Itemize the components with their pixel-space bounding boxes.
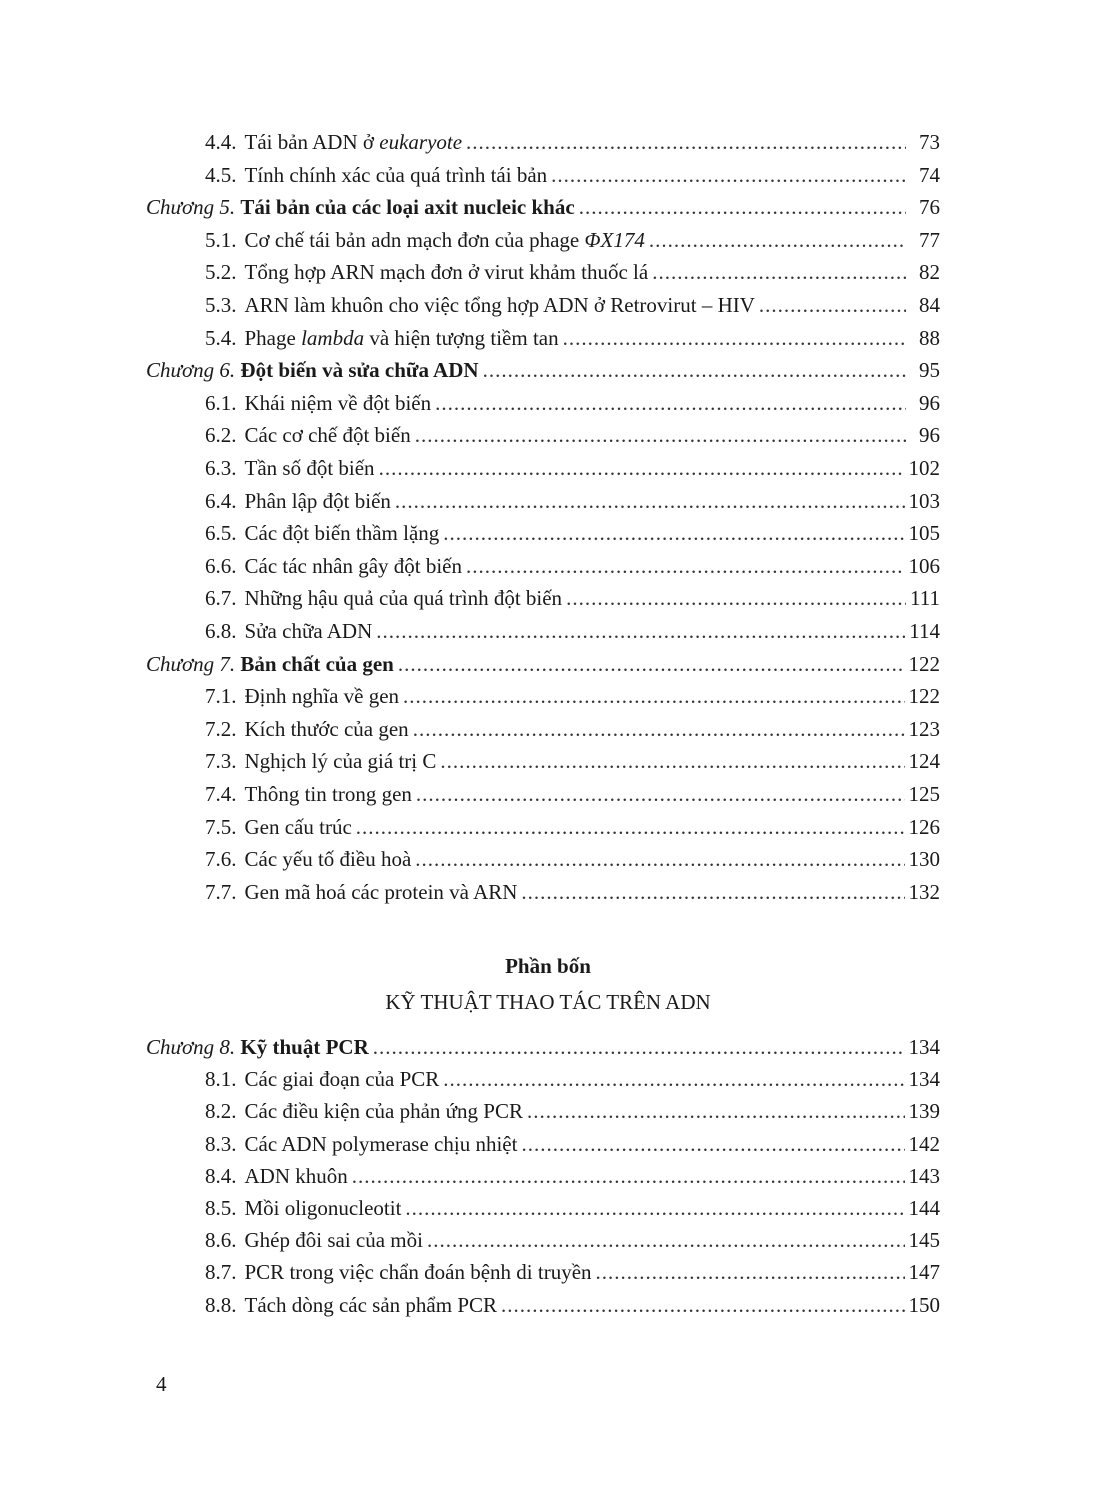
section-number: 7.5. bbox=[205, 814, 237, 839]
section-number: 8.3. bbox=[205, 1131, 237, 1156]
toc-section-row bbox=[205, 584, 940, 612]
section-title: Sửa chữa ADN bbox=[244, 619, 373, 643]
toc-entry-label bbox=[205, 128, 462, 156]
section-title: Tái bản ADN ở bbox=[244, 130, 380, 154]
dot-leader bbox=[440, 747, 904, 775]
section-number: 4.5. bbox=[205, 162, 237, 187]
dot-leader bbox=[649, 226, 906, 254]
toc-entry-label bbox=[205, 552, 462, 580]
toc-section-row bbox=[205, 780, 940, 808]
dot-leader bbox=[443, 519, 904, 547]
section-title: Thông tin trong gen bbox=[244, 782, 412, 806]
section-number: 7.1. bbox=[205, 684, 237, 709]
section-title: Các tác nhân gây đột biến bbox=[244, 553, 463, 578]
section-title-italic: lambda bbox=[301, 325, 365, 350]
page-ref: 142 bbox=[908, 1131, 940, 1156]
toc-section-row bbox=[205, 1097, 940, 1125]
toc-entry-label bbox=[146, 1033, 369, 1061]
toc-entry-label bbox=[205, 878, 517, 906]
toc-section-row bbox=[205, 1194, 940, 1222]
toc-entry-label bbox=[205, 1291, 497, 1319]
section-number: 6.5. bbox=[205, 521, 237, 546]
page-ref: 73 bbox=[919, 130, 940, 154]
toc-section-row bbox=[205, 845, 940, 873]
section-number: 8.7. bbox=[205, 1260, 237, 1285]
toc-section-row bbox=[205, 878, 940, 906]
dot-leader bbox=[356, 813, 905, 841]
toc-section-row bbox=[205, 421, 940, 449]
toc-entry-label bbox=[205, 845, 411, 873]
page-ref: 105 bbox=[908, 521, 940, 546]
toc-section-row bbox=[205, 258, 940, 286]
section-number: 6.7. bbox=[205, 586, 237, 611]
chapter-number: Chương 7. bbox=[146, 651, 236, 676]
section-title: Tính chính xác của quá trình tái bản bbox=[244, 162, 548, 187]
toc-entry-label bbox=[205, 715, 409, 743]
toc-entry-label bbox=[205, 1097, 523, 1125]
section-title: Các giai đoạn của PCR bbox=[244, 1067, 440, 1092]
section-number: 6.2. bbox=[205, 423, 237, 448]
toc-section-row bbox=[205, 324, 940, 352]
toc-entry-label bbox=[205, 1226, 423, 1254]
section-title: Nghịch lý của giá trị C bbox=[244, 749, 437, 774]
chapter-number: Chương 8. bbox=[146, 1035, 236, 1059]
section-number: 7.4. bbox=[205, 782, 237, 806]
chapter-number: Chương 5. bbox=[146, 195, 236, 220]
toc-section-row bbox=[205, 1065, 940, 1093]
dot-leader bbox=[395, 487, 905, 515]
dot-leader bbox=[376, 617, 905, 645]
toc-entry-label bbox=[146, 356, 479, 384]
toc-entry-label bbox=[205, 780, 412, 808]
page-ref: 96 bbox=[919, 390, 940, 415]
dot-leader bbox=[415, 421, 906, 449]
toc-entry-label bbox=[205, 291, 755, 319]
chapter-number: Chương 6. bbox=[146, 358, 236, 383]
page-ref: 122 bbox=[908, 651, 940, 676]
section-title: Những hậu quả của quá trình đột biến bbox=[244, 586, 563, 611]
section-title: Các ADN polymerase chịu nhiệt bbox=[244, 1131, 518, 1156]
toc-entry-label bbox=[205, 1194, 401, 1222]
section-number: 8.6. bbox=[205, 1228, 237, 1253]
section-number: 5.1. bbox=[205, 227, 237, 252]
dot-leader bbox=[521, 1130, 904, 1158]
page-ref: 77 bbox=[919, 227, 940, 252]
page-ref: 76 bbox=[919, 195, 940, 220]
section-title: Các cơ chế đột biến bbox=[244, 423, 411, 448]
section-title: Tách dòng các sản phẩm PCR bbox=[244, 1292, 498, 1317]
page-ref: 143 bbox=[908, 1163, 940, 1188]
page-ref: 144 bbox=[908, 1196, 940, 1220]
section-title: PCR trong việc chẩn đoán bệnh di truyền bbox=[244, 1260, 592, 1285]
page-ref: 145 bbox=[908, 1228, 940, 1253]
dot-leader bbox=[466, 552, 904, 580]
dot-leader bbox=[759, 291, 906, 319]
toc-section-row bbox=[205, 682, 940, 710]
page-ref: 150 bbox=[908, 1292, 940, 1317]
toc-section-row bbox=[205, 1258, 940, 1286]
section-title: Cơ chế tái bản adn mạch đơn của phage bbox=[244, 227, 585, 252]
toc-entry-label bbox=[205, 747, 436, 775]
page-ref: 123 bbox=[908, 716, 940, 741]
dot-leader bbox=[352, 1162, 905, 1190]
toc-chapter-row bbox=[146, 356, 940, 384]
section-number: 7.7. bbox=[205, 879, 237, 904]
section-number: 5.2. bbox=[205, 260, 237, 285]
toc-section-row bbox=[205, 617, 940, 645]
toc-entry-label bbox=[205, 161, 547, 189]
toc-entry-label bbox=[205, 226, 645, 254]
dot-leader bbox=[652, 258, 906, 286]
chapter-title: Tái bản của các loại axit nucleic khác bbox=[240, 195, 575, 220]
toc-section-row bbox=[205, 487, 940, 515]
toc-section-row bbox=[205, 291, 940, 319]
section-number: 8.5. bbox=[205, 1196, 237, 1220]
section-title: Các yếu tố điều hoà bbox=[244, 847, 412, 872]
part-subtitle: KỸ THUẬT THAO TÁC TRÊN ADN bbox=[385, 990, 711, 1014]
toc-section-row bbox=[205, 389, 940, 417]
dot-leader bbox=[405, 1194, 904, 1222]
toc-chapter-row bbox=[146, 193, 940, 221]
toc-entry-label bbox=[205, 487, 391, 515]
toc-entry-label bbox=[205, 1130, 517, 1158]
section-title: Khái niệm về đột biến bbox=[244, 390, 432, 415]
page-ref: 130 bbox=[908, 847, 940, 872]
dot-leader bbox=[501, 1291, 904, 1319]
page-ref: 126 bbox=[908, 814, 940, 839]
dot-leader bbox=[403, 682, 904, 710]
dot-leader bbox=[413, 715, 905, 743]
toc-entry-label bbox=[205, 1065, 439, 1093]
section-number: 8.2. bbox=[205, 1099, 237, 1124]
section-title: Phage bbox=[244, 325, 302, 350]
section-number: 5.3. bbox=[205, 293, 237, 317]
section-title: Gen cấu trúc bbox=[244, 814, 352, 839]
dot-leader bbox=[466, 128, 906, 156]
dot-leader bbox=[483, 356, 906, 384]
section-number: 8.1. bbox=[205, 1067, 237, 1092]
section-title: Các đột biến thầm lặng bbox=[244, 521, 440, 546]
page-ref: 106 bbox=[908, 553, 940, 578]
section-number: 5.4. bbox=[205, 325, 237, 350]
dot-leader bbox=[443, 1065, 904, 1093]
page-ref: 114 bbox=[909, 619, 940, 643]
page-number: 4 bbox=[156, 1372, 167, 1396]
page-ref: 125 bbox=[908, 782, 940, 806]
section-title: Phân lập đột biến bbox=[244, 488, 391, 513]
dot-leader bbox=[415, 845, 904, 873]
toc-entry-label bbox=[205, 519, 439, 547]
toc-section-row bbox=[205, 1226, 940, 1254]
dot-leader bbox=[527, 1097, 905, 1125]
toc-section-row bbox=[205, 1130, 940, 1158]
toc-entry-label bbox=[205, 1162, 348, 1190]
section-number: 7.2. bbox=[205, 716, 237, 741]
section-number: 6.1. bbox=[205, 390, 237, 415]
section-title: Ghép đôi sai của mồi bbox=[244, 1228, 423, 1253]
page-ref: 103 bbox=[908, 488, 940, 513]
toc-section-row bbox=[205, 552, 940, 580]
toc-entry-label bbox=[205, 584, 562, 612]
section-number: 6.6. bbox=[205, 553, 237, 578]
page-ref: 84 bbox=[919, 293, 940, 317]
toc-section-row bbox=[205, 519, 940, 547]
toc-section-row bbox=[205, 226, 940, 254]
dot-leader bbox=[563, 324, 906, 352]
chapter-title: Đột biến và sửa chữa ADN bbox=[240, 358, 479, 383]
toc-section-row bbox=[205, 128, 940, 156]
section-title-italic: eukaryote bbox=[379, 130, 463, 154]
chapter-title: Kỹ thuật PCR bbox=[240, 1035, 369, 1059]
section-number: 4.4. bbox=[205, 130, 237, 154]
toc-entry-label bbox=[205, 421, 411, 449]
section-number: 7.3. bbox=[205, 749, 237, 774]
page-ref: 139 bbox=[908, 1099, 940, 1124]
toc-entry-label bbox=[205, 454, 375, 482]
dot-leader bbox=[596, 1258, 905, 1286]
page-ref: 88 bbox=[919, 325, 940, 350]
section-title: ADN khuôn bbox=[244, 1163, 348, 1188]
toc-section-row bbox=[205, 1162, 940, 1190]
dot-leader bbox=[521, 878, 904, 906]
section-number: 8.4. bbox=[205, 1163, 237, 1188]
page-ref: 122 bbox=[908, 684, 940, 709]
toc-entry-label bbox=[205, 1258, 592, 1286]
toc-chapter-row bbox=[146, 1033, 940, 1061]
page-ref: 134 bbox=[908, 1067, 940, 1092]
toc-section-row bbox=[205, 1291, 940, 1319]
dot-leader bbox=[435, 389, 906, 417]
toc-entry-label bbox=[205, 324, 559, 352]
toc-entry-label bbox=[146, 650, 394, 678]
toc-entry-label bbox=[205, 617, 372, 645]
page-ref: 95 bbox=[919, 358, 940, 383]
page-ref: 124 bbox=[908, 749, 940, 774]
page-ref: 96 bbox=[919, 423, 940, 448]
toc-entry-label bbox=[205, 813, 352, 841]
toc-section-row bbox=[205, 715, 940, 743]
page-ref: 111 bbox=[910, 586, 940, 611]
page-ref: 102 bbox=[908, 456, 940, 480]
dot-leader bbox=[579, 193, 906, 221]
dot-leader bbox=[427, 1226, 905, 1254]
toc-entry-label bbox=[205, 389, 431, 417]
page-ref: 147 bbox=[908, 1260, 940, 1285]
toc-entry-label bbox=[146, 193, 575, 221]
section-title: Gen mã hoá các protein và ARN bbox=[244, 879, 518, 904]
toc-chapter-row bbox=[146, 650, 940, 678]
section-title: Mồi oligonucleotit bbox=[244, 1196, 402, 1220]
part-title: Phần bốn bbox=[505, 954, 591, 978]
section-title: ARN làm khuôn cho việc tổng hợp ADN ở Retrovirut – HIV bbox=[244, 293, 755, 317]
toc-entry-label bbox=[205, 258, 648, 286]
section-title: Định nghĩa về gen bbox=[244, 684, 400, 709]
toc-section-row bbox=[205, 813, 940, 841]
section-title: Tần số đột biến bbox=[244, 456, 375, 480]
page-ref: 74 bbox=[919, 162, 940, 187]
dot-leader bbox=[566, 584, 906, 612]
section-title: Kích thước của gen bbox=[244, 716, 409, 741]
dot-leader bbox=[379, 454, 905, 482]
toc-section-row bbox=[205, 161, 940, 189]
section-number: 7.6. bbox=[205, 847, 237, 872]
page-ref: 132 bbox=[908, 879, 940, 904]
section-title: Tổng hợp ARN mạch đơn ở virut khảm thuốc lá bbox=[244, 260, 649, 285]
section-title-italic: ΦX174 bbox=[584, 227, 645, 252]
section-number: 6.4. bbox=[205, 488, 237, 513]
section-title: Các điều kiện của phản ứng PCR bbox=[244, 1099, 523, 1124]
dot-leader bbox=[373, 1033, 905, 1061]
toc-entry-label bbox=[205, 682, 399, 710]
page-ref: 134 bbox=[908, 1035, 940, 1059]
section-number: 6.3. bbox=[205, 456, 237, 480]
dot-leader bbox=[551, 161, 906, 189]
dot-leader bbox=[416, 780, 905, 808]
chapter-title: Bản chất của gen bbox=[240, 651, 394, 676]
dot-leader bbox=[398, 650, 905, 678]
section-title-rest: và hiện tượng tiềm tan bbox=[364, 325, 559, 350]
section-number: 6.8. bbox=[205, 619, 237, 643]
toc-section-row bbox=[205, 454, 940, 482]
toc-section-row bbox=[205, 747, 940, 775]
section-number: 8.8. bbox=[205, 1292, 237, 1317]
page-ref: 82 bbox=[919, 260, 940, 285]
